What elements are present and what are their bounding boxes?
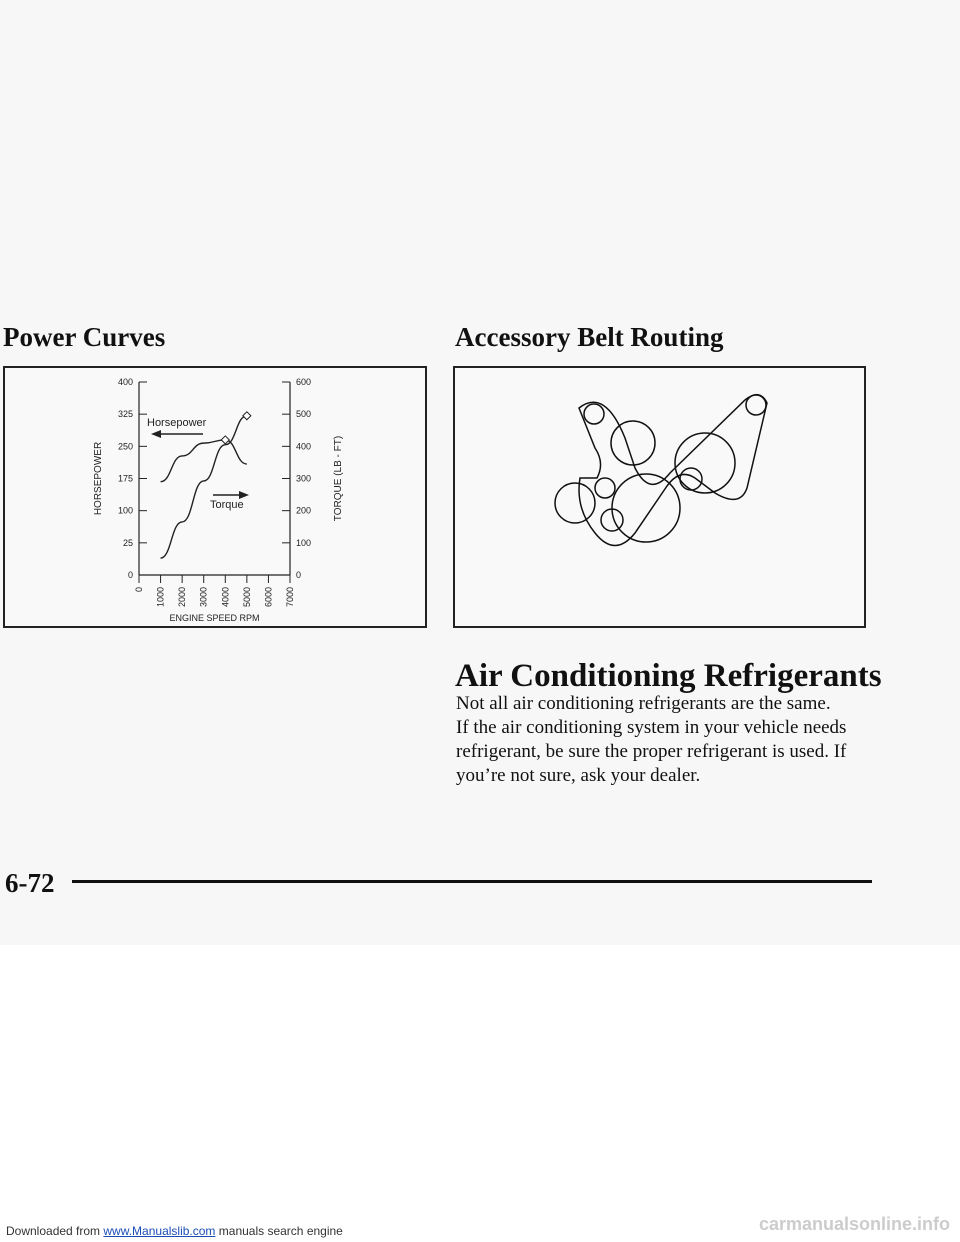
right-tick-label: 300 (296, 473, 312, 484)
idler-pulley-top-right (746, 395, 766, 415)
y-left-axis-label: HORSEPOWER (93, 441, 104, 516)
horsepower-curve (161, 416, 247, 558)
ac-line-2: If the air conditioning system in your vehicle needs (456, 717, 847, 738)
footer-prefix: Downloaded from (6, 1224, 104, 1238)
horsepower-arrow-head (151, 430, 161, 438)
left-tick-label: 25 (122, 537, 133, 548)
y-right-axis-label: TORQUE (LB - FT) (333, 435, 344, 522)
torque-peak-marker (221, 436, 229, 444)
watermark: carmanualsonline.info (758, 1214, 950, 1234)
x-tick-label: 4000 (220, 587, 231, 608)
right-tick-label: 200 (296, 505, 312, 516)
power-curves-chart (5, 368, 425, 626)
x-tick-label: 5000 (241, 587, 252, 608)
left-tick-label: 400 (117, 377, 133, 387)
page-number: 6-72 (5, 868, 55, 898)
horsepower-peak-marker (243, 412, 251, 420)
pulley-ac-compressor (555, 483, 595, 523)
x-tick-label: 1000 (155, 587, 166, 608)
x-tick-label: 3000 (198, 587, 209, 608)
right-tick-label: 600 (296, 377, 312, 387)
right-tick-label: 500 (296, 409, 312, 420)
right-tick-label: 0 (296, 570, 302, 580)
x-tick-label: 6000 (263, 587, 274, 608)
ac-line-4: you’re not sure, ask your dealer. (456, 765, 701, 786)
download-footer (6, 1224, 343, 1238)
ac-line-3: refrigerant, be sure the proper refrigerant is used. If (456, 741, 847, 762)
x-tick-label: 7000 (285, 587, 295, 608)
x-tick-label: 0 (134, 587, 144, 593)
footer-rule (72, 880, 872, 883)
torque-arrow-head (239, 491, 249, 499)
x-axis-label: ENGINE SPEED RPM (169, 613, 260, 623)
left-tick-label: 0 (127, 570, 133, 580)
torque-curve (161, 440, 247, 482)
right-tick-label: 400 (296, 441, 312, 452)
ac-refrigerants-heading: Air Conditioning Refrigerants (455, 658, 882, 694)
idler-pulley-middle (680, 468, 702, 490)
ac-line-1: Not all air conditioning refrigerants are the same. (456, 693, 831, 714)
belt-path (579, 395, 767, 546)
pulley-crankshaft (612, 474, 680, 542)
belt-routing-heading: Accessory Belt Routing (455, 322, 724, 352)
idler-pulley-left (595, 478, 615, 498)
ac-refrigerants-text (456, 692, 866, 788)
belt-routing-diagram (455, 368, 864, 626)
power-curves-heading: Power Curves (3, 322, 166, 352)
pulley-power-steering (675, 433, 735, 493)
torque-label: Torque (210, 499, 244, 511)
footer-suffix: manuals search engine (215, 1224, 343, 1238)
pulley-alternator (611, 421, 655, 465)
left-tick-label: 250 (117, 441, 133, 452)
left-tick-label: 175 (117, 473, 133, 484)
power-curves-chart-box (3, 366, 427, 628)
left-tick-label: 325 (117, 409, 133, 420)
x-tick-label: 2000 (177, 587, 188, 608)
manualslib-link[interactable]: www.Manualslib.com (103, 1224, 216, 1238)
right-tick-label: 100 (296, 537, 312, 548)
horsepower-label: Horsepower (147, 417, 207, 429)
belt-routing-diagram-box (453, 366, 866, 628)
left-tick-label: 100 (117, 505, 133, 516)
idler-pulley-top-left (584, 404, 604, 424)
